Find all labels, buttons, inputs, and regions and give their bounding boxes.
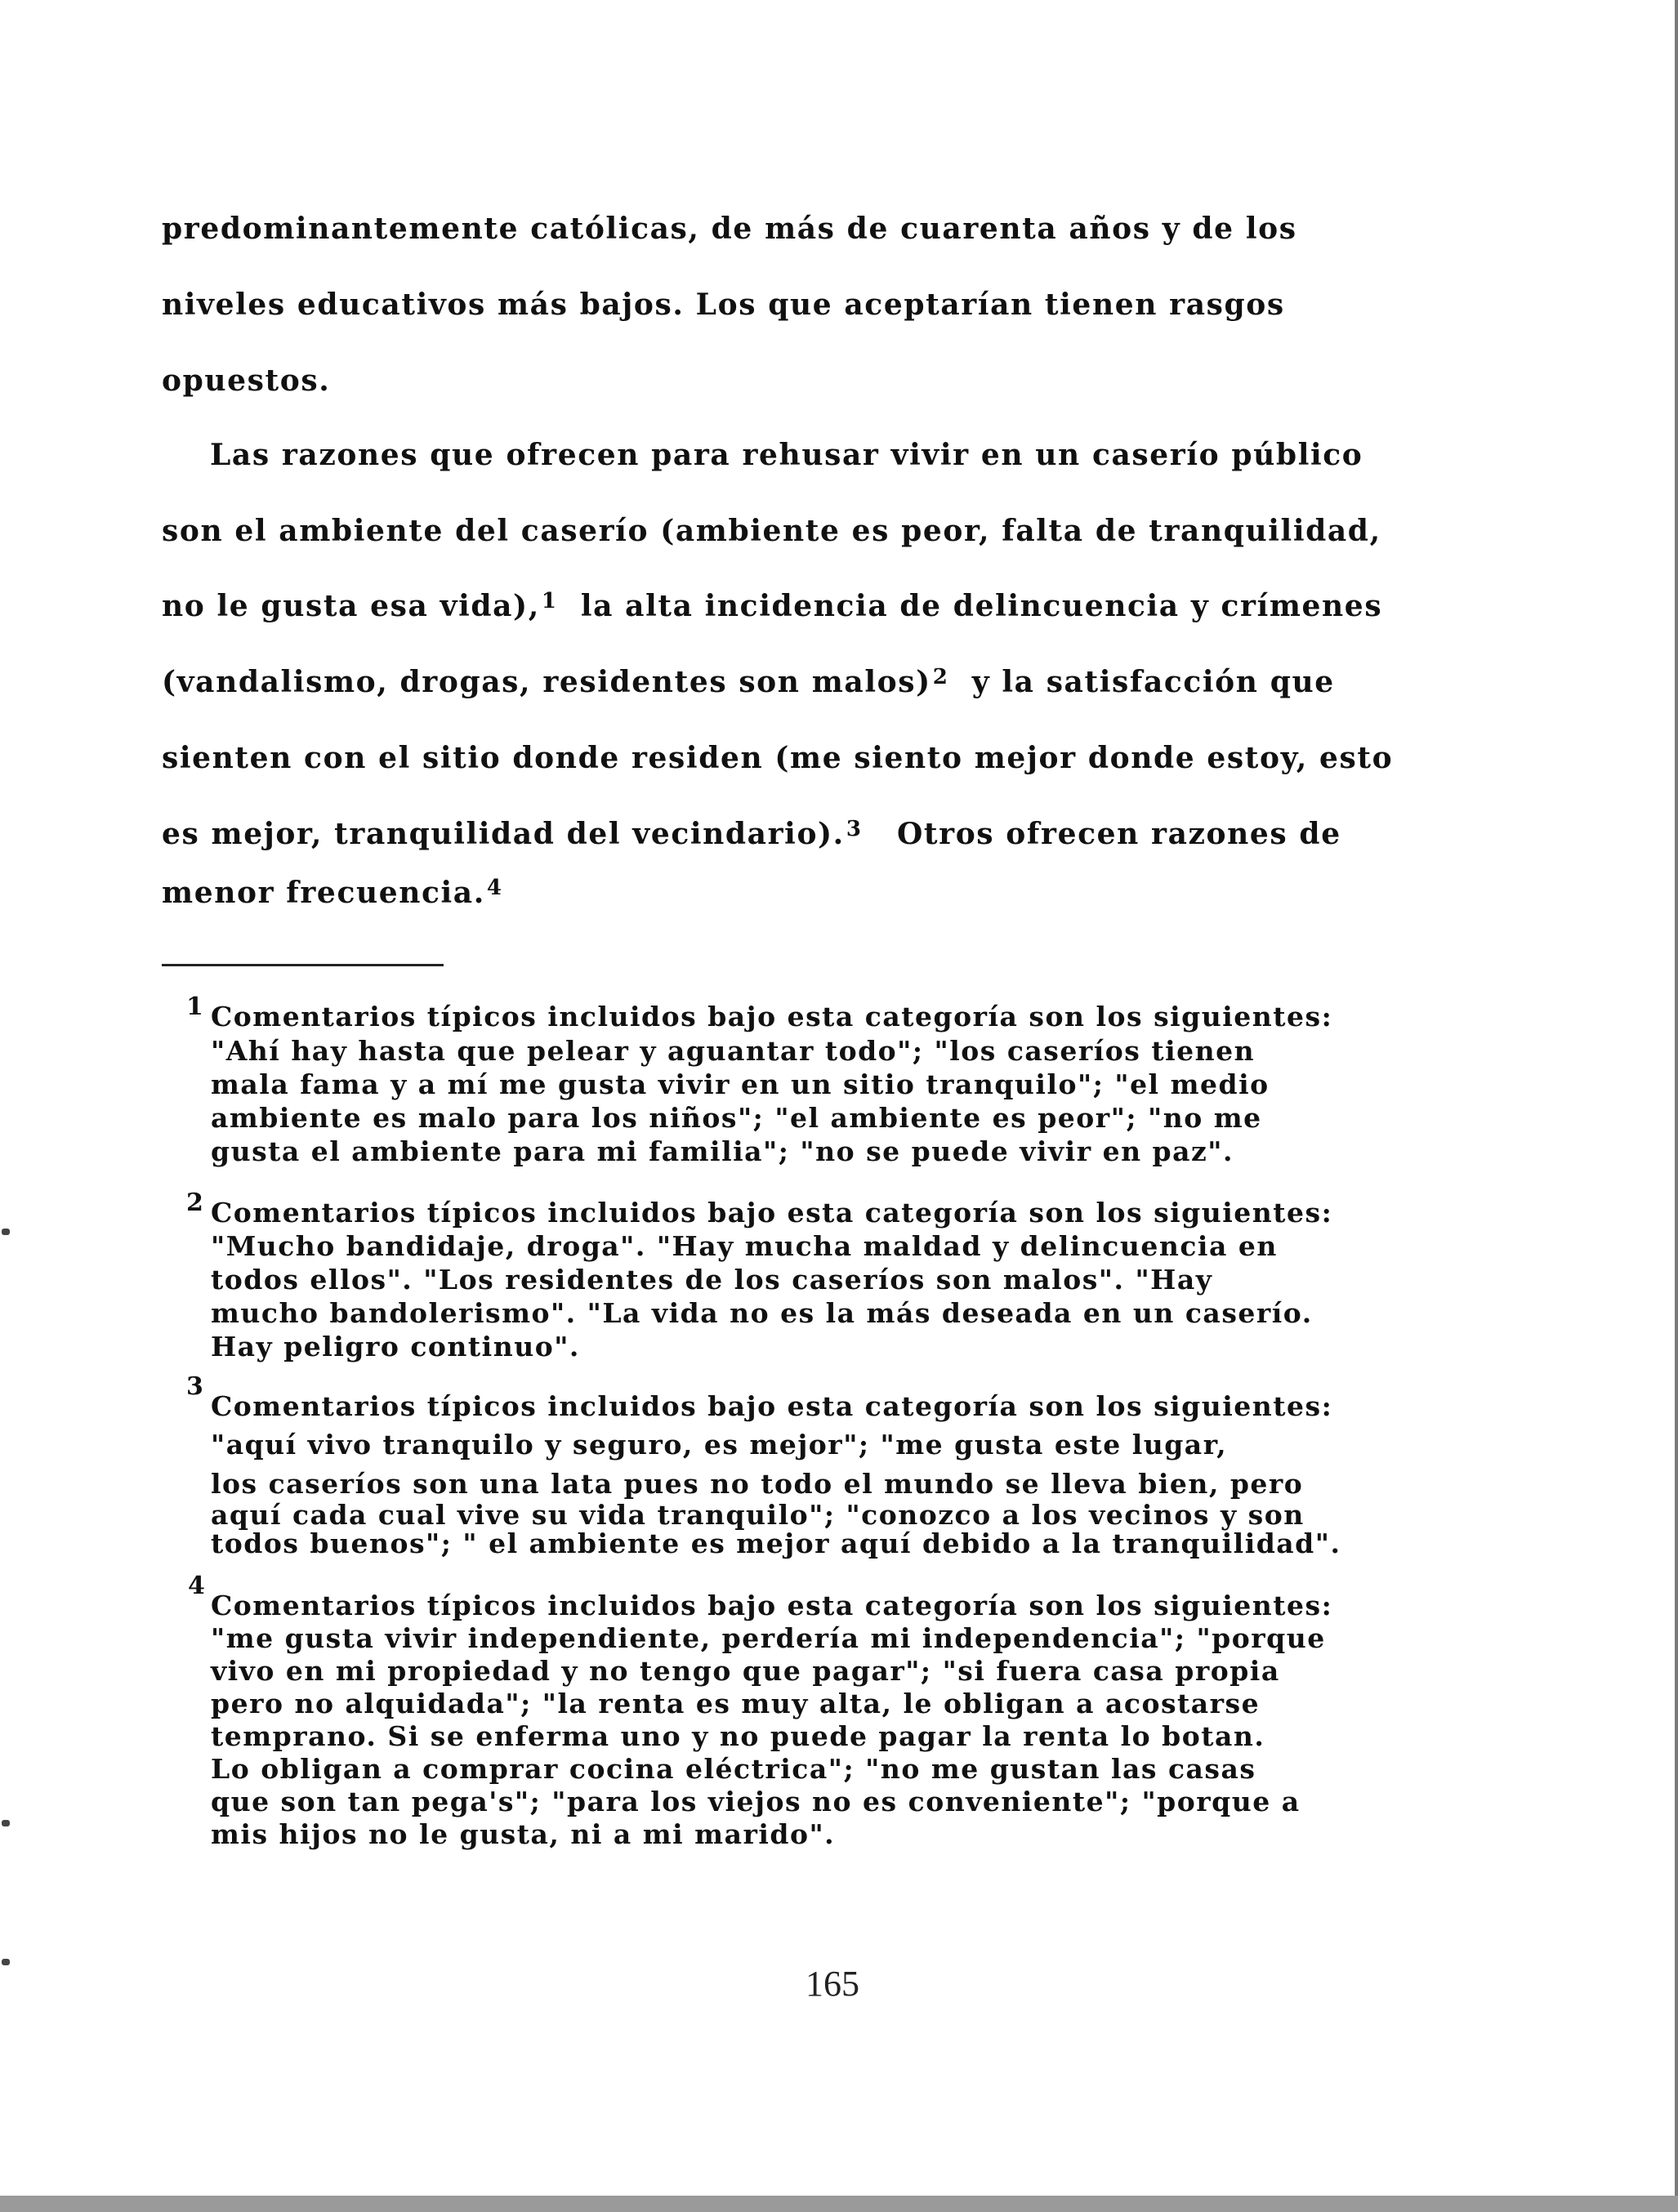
page-number: 165: [806, 1964, 859, 2004]
footnote-line: mala fama y a mí me gusta vivir en un sitio tranquilo"; "el medio: [211, 1068, 1270, 1100]
body-line: niveles educativos más bajos. Los que aceptarían tienen rasgos: [162, 288, 1285, 322]
scan-mark: [2, 1959, 10, 1965]
body-text-segment: Otros ofrecen razones de: [896, 817, 1341, 851]
body-line: [162, 667, 1335, 697]
footnote-line: Comentarios típicos incluidos bajo esta categoría son los siguientes:: [211, 1590, 1333, 1621]
footnote-line: Comentarios típicos incluidos bajo esta categoría son los siguientes:: [211, 1197, 1333, 1229]
scan-mark: [2, 1229, 10, 1235]
scan-mark: [2, 1820, 10, 1826]
footnote-line: pero no alquidada"; "la renta es muy alta, le obligan a acostarse: [211, 1688, 1261, 1719]
footnote-line: que son tan pega's"; "para los viejos no es conveniente"; "porque a: [211, 1786, 1301, 1817]
footnote-line: todos ellos". "Los residentes de los caseríos son malos". "Hay: [211, 1264, 1213, 1296]
footnote-line: Comentarios típicos incluidos bajo esta categoría son los siguientes:: [211, 1001, 1333, 1032]
footnote-number: 2: [186, 1189, 203, 1217]
body-text-segment: la alta incidencia de delincuencia y crímenes: [580, 589, 1383, 623]
page-edge-bottom: [0, 2196, 1678, 2212]
footnote-line: los caseríos son una lata pues no todo el mundo se lleva bien, pero: [211, 1468, 1304, 1500]
footnote-line: "me gusta vivir independiente, perdería mi independencia"; "porque: [211, 1622, 1326, 1654]
body-text-segment: es mejor, tranquilidad del vecindario).: [162, 817, 845, 851]
body-line: [162, 591, 1382, 621]
footnote-line: "Mucho bandidaje, droga". "Hay mucha maldad y delincuencia en: [211, 1230, 1278, 1262]
footnote-number: 4: [188, 1572, 205, 1600]
footnote-line: temprano. Si se enferma uno y no puede pagar la renta lo botan.: [211, 1720, 1265, 1752]
footnote-line: aquí cada cual vive su vida tranquilo"; "conozco a los vecinos y son: [211, 1499, 1305, 1531]
footnote-line: Comentarios típicos incluidos bajo esta categoría son los siguientes:: [211, 1390, 1333, 1422]
footnote-line: Lo obligan a comprar cocina eléctrica"; "no me gustan las casas: [211, 1753, 1256, 1785]
body-line: [162, 878, 503, 908]
footnote-line: "aquí vivo tranquilo y seguro, es mejor"; "me gusta este lugar,: [211, 1429, 1228, 1461]
footnote-line: mis hijos no le gusta, ni a mi marido".: [211, 1818, 836, 1850]
body-line: sienten con el sitio donde residen (me siento mejor donde estoy, esto: [162, 741, 1394, 775]
footnote-reference: 1: [541, 589, 558, 613]
body-line: opuestos.: [162, 363, 331, 398]
page-edge-right: [1675, 0, 1678, 2212]
footnote-reference: 2: [932, 665, 949, 689]
footnote-line: mucho bandolerismo". "La vida no es la más deseada en un caserío.: [211, 1297, 1313, 1329]
body-line: son el ambiente del caserío (ambiente es peor, falta de tranquilidad,: [162, 514, 1381, 548]
footnote-line: ambiente es malo para los niños"; "el ambiente es peor"; "no me: [211, 1102, 1262, 1134]
footnote-line: gusta el ambiente para mi familia"; "no se puede vivir en paz".: [211, 1135, 1234, 1167]
body-line: Las razones que ofrecen para rehusar vivir en un caserío público: [210, 438, 1363, 472]
body-text-segment: (vandalismo, drogas, residentes son malos): [162, 665, 931, 699]
body-text-segment: y la satisfacción que: [971, 665, 1335, 699]
body-line: [162, 819, 1341, 849]
footnote-line: Hay peligro continuo".: [211, 1331, 580, 1362]
body-line: predominantemente católicas, de más de cuarenta años y de los: [162, 212, 1297, 246]
footnote-number: 1: [186, 992, 203, 1021]
footnote-reference: 3: [846, 817, 863, 841]
footnote-separator: [162, 964, 444, 966]
footnote-reference: 4: [486, 876, 503, 900]
footnote-line: "Ahí hay hasta que pelear y aguantar todo"; "los caseríos tienen: [211, 1035, 1256, 1067]
footnote-number: 3: [186, 1372, 203, 1401]
footnote-line: todos buenos"; " el ambiente es mejor aquí debido a la tranquilidad".: [211, 1527, 1341, 1559]
body-text-segment: menor frecuencia.: [162, 876, 485, 910]
footnote-line: vivo en mi propiedad y no tengo que pagar"; "si fuera casa propia: [211, 1655, 1280, 1687]
body-text-segment: no le gusta esa vida),: [162, 589, 540, 623]
